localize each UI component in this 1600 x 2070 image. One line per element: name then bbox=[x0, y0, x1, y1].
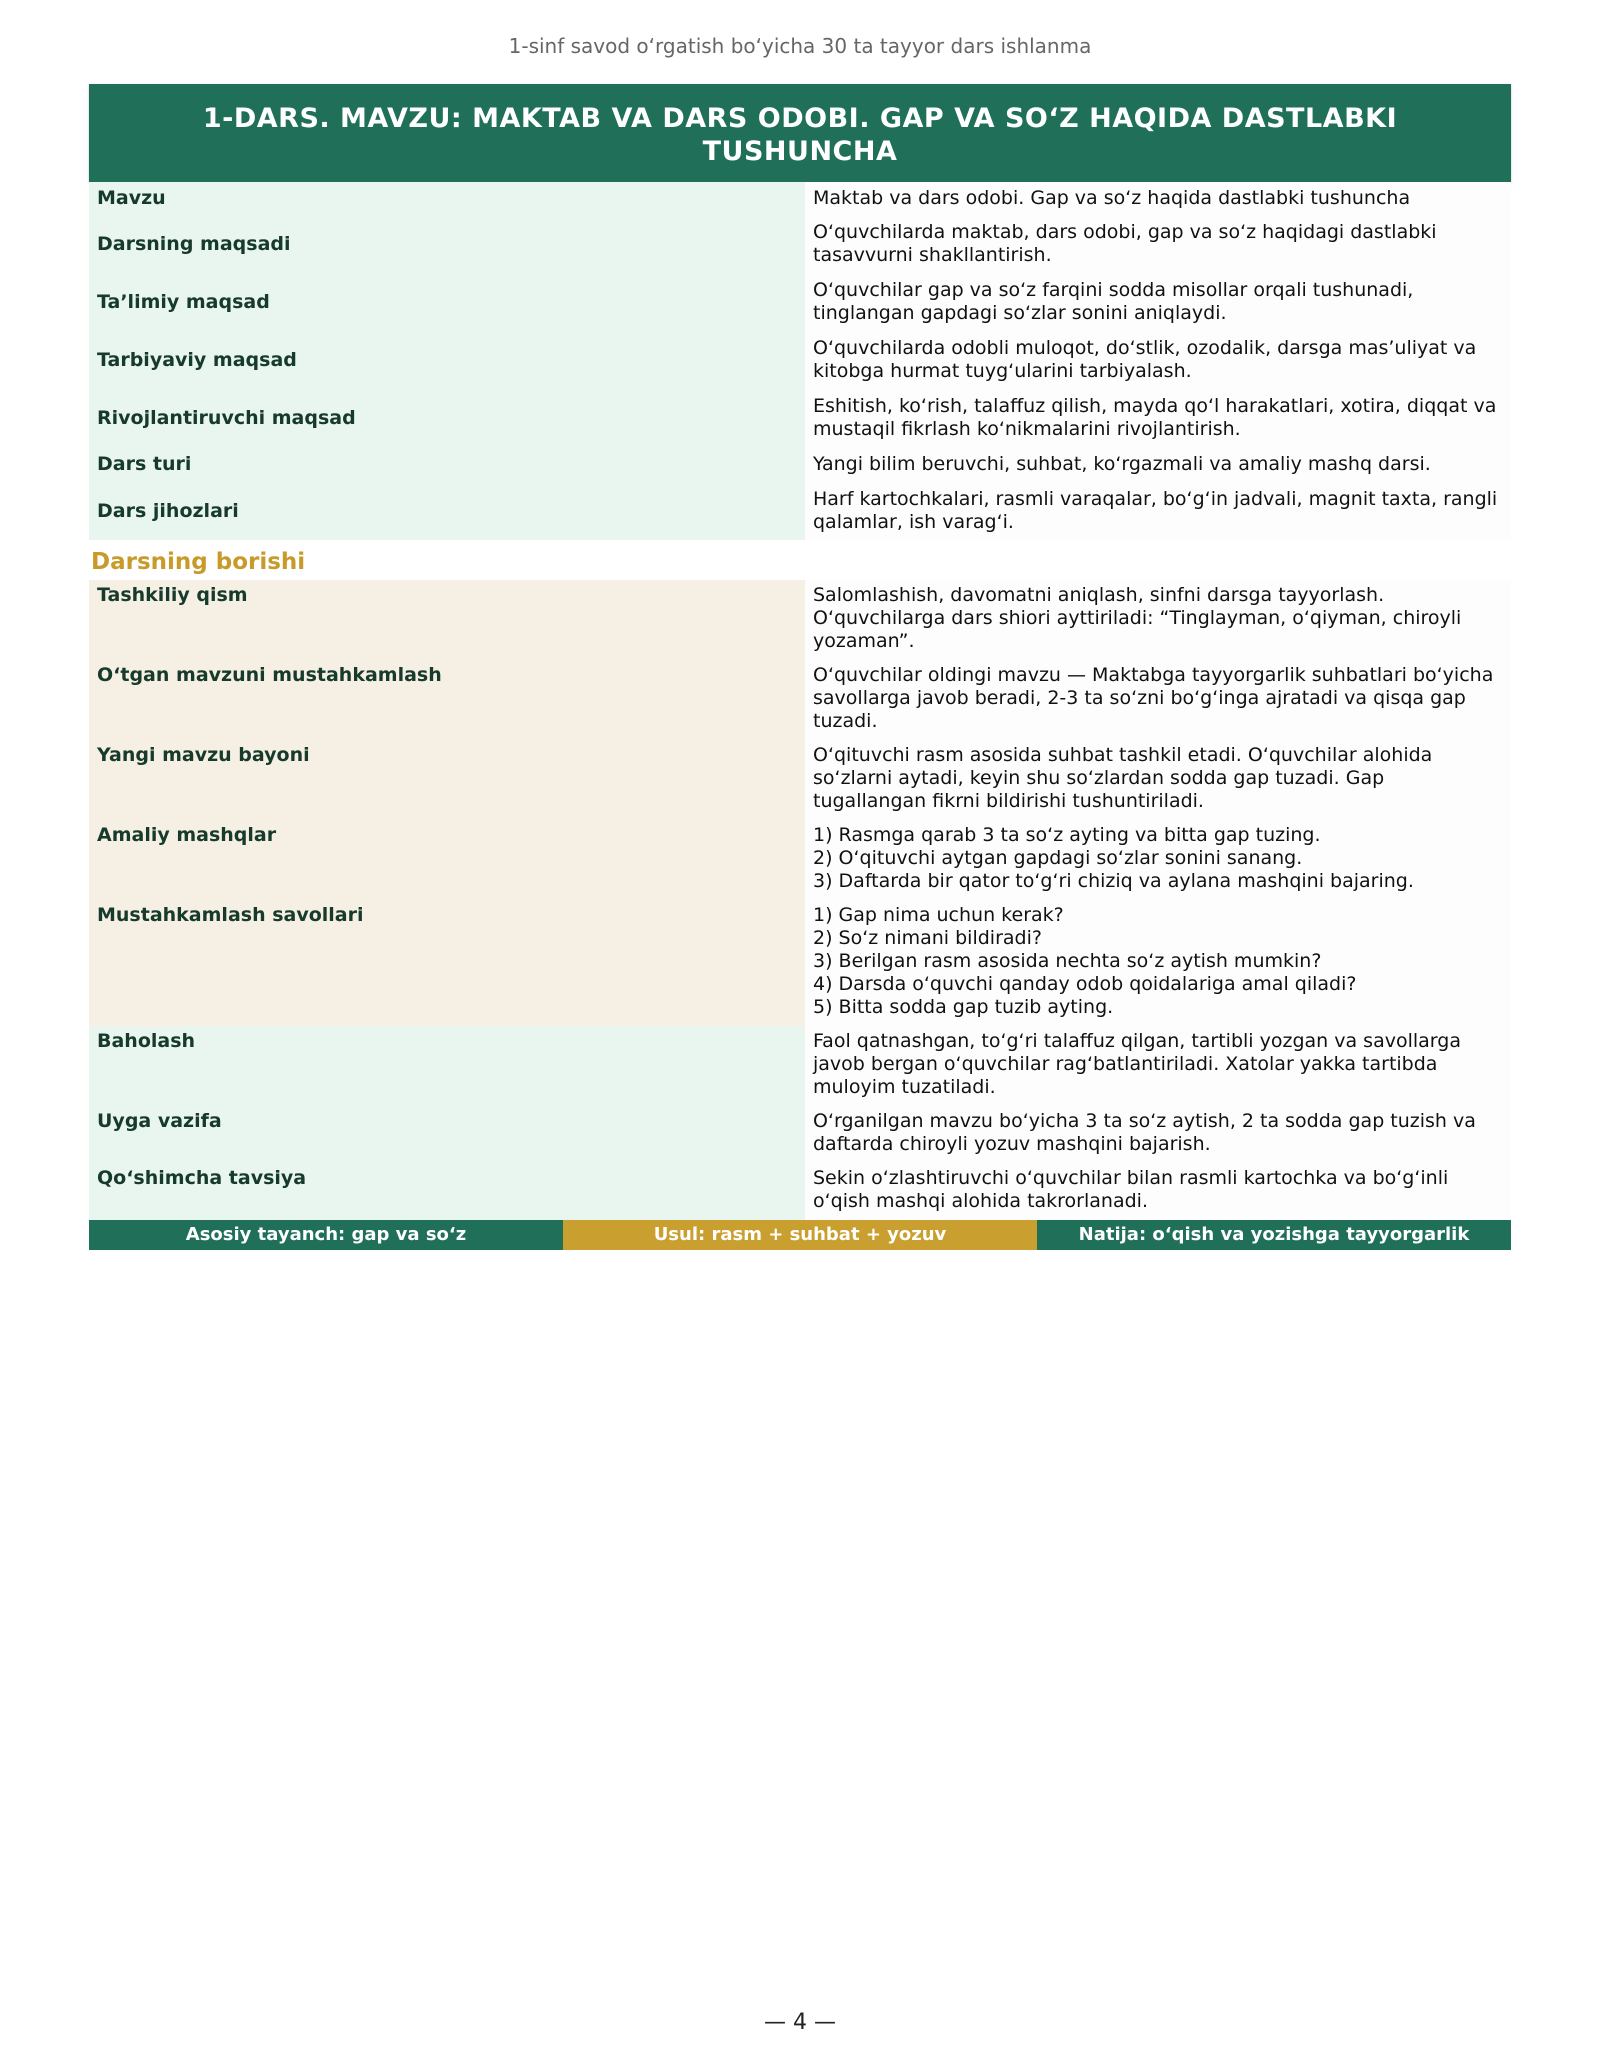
process-row-exercises bbox=[89, 820, 1511, 900]
process-row-extra-tip bbox=[89, 1163, 1511, 1220]
summary-basis: Asosiy tayanch: gap va so‘z bbox=[89, 1220, 563, 1250]
info-key: Mavzu bbox=[89, 182, 805, 215]
info-value: O‘quvchilarda odobli muloqot, do‘stlik, ozodalik, darsga mas’uliyat va kitobga hurmat tuyg‘ularini tarbiyalash. bbox=[805, 331, 1511, 389]
process-line: Faol qatnashgan, to‘g‘ri talaffuz qilgan, tartibli yozgan va savollarga javob bergan o‘quvchilar rag‘batlantiriladi. Xatolar yakka tartibda muloyim tuzatiladi. bbox=[813, 1030, 1461, 1098]
info-key: Darsning maqsadi bbox=[89, 215, 805, 273]
process-key: Yangi mavzu bayoni bbox=[89, 740, 805, 820]
process-value bbox=[805, 660, 1511, 740]
process-line: Salomlashish, davomatni aniqlash, sinfni darsga tayyorlash. O‘quvchilarga dars shiori ayttiriladi: “Tinglayman, o‘qiyman, chiroyli yozaman”. bbox=[813, 584, 1462, 652]
info-value: Harf kartochkalari, rasmli varaqalar, bo‘g‘in jadvali, magnit taxta, rangli qalamlar, ish varag‘i. bbox=[805, 482, 1511, 540]
process-value bbox=[805, 1106, 1511, 1163]
process-line: 1) Rasmga qarab 3 ta so‘z ayting va bitta gap tuzing. bbox=[813, 824, 1321, 846]
process-line: 2) O‘qituvchi aytgan gapdagi so‘zlar sonini sanang. bbox=[813, 847, 1303, 869]
info-row-educational-goal bbox=[89, 273, 1511, 331]
lesson-sheet bbox=[89, 84, 1511, 1250]
process-line: 3) Berilgan rasm asosida nechta so‘z aytish mumkin? bbox=[813, 950, 1322, 972]
info-row-developmental-goal bbox=[89, 389, 1511, 447]
process-row-homework bbox=[89, 1106, 1511, 1163]
info-row-lesson-type bbox=[89, 447, 1511, 482]
info-key: Dars jihozlari bbox=[89, 482, 805, 540]
info-key: Rivojlantiruvchi maqsad bbox=[89, 389, 805, 447]
info-value: O‘quvchilarda maktab, dars odobi, gap va so‘z haqidagi dastlabki tasavvurni shakllantirish. bbox=[805, 215, 1511, 273]
lesson-process-table bbox=[89, 580, 1511, 1220]
process-row-new-topic bbox=[89, 740, 1511, 820]
process-row-assessment bbox=[89, 1026, 1511, 1106]
process-key: Mustahkamlash savollari bbox=[89, 900, 805, 1026]
process-line: 5) Bitta sodda gap tuzib ayting. bbox=[813, 996, 1114, 1018]
process-value bbox=[805, 740, 1511, 820]
process-key: Baholash bbox=[89, 1026, 805, 1106]
process-row-questions bbox=[89, 900, 1511, 1026]
running-header: 1-sinf savod o‘rgatish bo‘yicha 30 ta tayyor dars ishlanma bbox=[508, 34, 1092, 58]
process-row-organization bbox=[89, 580, 1511, 660]
process-line: Sekin o‘zlashtiruvchi o‘quvchilar bilan rasmli kartochka va bo‘g‘inli o‘qish mashqi alohida takrorlanadi. bbox=[813, 1167, 1449, 1212]
process-line: O‘quvchilar oldingi mavzu — Maktabga tayyorgarlik suhbatlari bo‘yicha savollarga javob beradi, 2-3 ta so‘zni bo‘g‘inga ajratadi va qisqa gap tuzadi. bbox=[813, 664, 1494, 732]
process-value bbox=[805, 1163, 1511, 1220]
info-key: Dars turi bbox=[89, 447, 805, 482]
info-value: Yangi bilim beruvchi, suhbat, ko‘rgazmali va amaliy mashq darsi. bbox=[805, 447, 1511, 482]
info-row-moral-goal bbox=[89, 331, 1511, 389]
info-value: Eshitish, ko‘rish, talaffuz qilish, mayda qo‘l harakatlari, xotira, diqqat va mustaqil fikrlash ko‘nikmalarini rivojlantirish. bbox=[805, 389, 1511, 447]
summary-method: Usul: rasm + suhbat + yozuv bbox=[563, 1220, 1037, 1250]
info-key: Tarbiyaviy maqsad bbox=[89, 331, 805, 389]
process-key: Amaliy mashqlar bbox=[89, 820, 805, 900]
lesson-title: 1-DARS. MAVZU: MAKTAB VA DARS ODOBI. GAP VA SO‘Z HAQIDA DASTLABKI TUSHUNCHA bbox=[89, 84, 1511, 182]
section-title: Darsning borishi bbox=[91, 549, 306, 575]
info-row-topic bbox=[89, 182, 1511, 215]
process-value bbox=[805, 580, 1511, 660]
info-key: Ta’limiy maqsad bbox=[89, 273, 805, 331]
summary-bar bbox=[89, 1220, 1511, 1250]
process-key: Uyga vazifa bbox=[89, 1106, 805, 1163]
info-row-goal bbox=[89, 215, 1511, 273]
info-value: Maktab va dars odobi. Gap va so‘z haqida dastlabki tushuncha bbox=[805, 182, 1511, 215]
info-row-equipment bbox=[89, 482, 1511, 540]
process-value bbox=[805, 1026, 1511, 1106]
lesson-info-table bbox=[89, 182, 1511, 540]
process-line: 4) Darsda o‘quvchi qanday odob qoidalariga amal qiladi? bbox=[813, 973, 1357, 995]
page-number: — 4 — bbox=[764, 2010, 836, 2035]
process-value bbox=[805, 820, 1511, 900]
info-value: O‘quvchilar gap va so‘z farqini sodda misollar orqali tushunadi, tinglangan gapdagi so‘zlar sonini aniqlaydi. bbox=[805, 273, 1511, 331]
process-value bbox=[805, 900, 1511, 1026]
process-line: 2) So‘z nimani bildiradi? bbox=[813, 927, 1042, 949]
process-line: O‘qituvchi rasm asosida suhbat tashkil etadi. O‘quvchilar alohida so‘zlarni aytadi, keyin shu so‘zlardan sodda gap tuzadi. Gap tugallangan fikrni bildirishi tushuntiriladi. bbox=[813, 744, 1433, 812]
process-line: 1) Gap nima uchun kerak? bbox=[813, 904, 1064, 926]
process-key: O‘tgan mavzuni mustahkamlash bbox=[89, 660, 805, 740]
process-row-review bbox=[89, 660, 1511, 740]
process-key: Tashkiliy qism bbox=[89, 580, 805, 660]
process-key: Qo‘shimcha tavsiya bbox=[89, 1163, 805, 1220]
process-line: 3) Daftarda bir qator to‘g‘ri chiziq va aylana mashqini bajaring. bbox=[813, 870, 1414, 892]
summary-result: Natija: o‘qish va yozishga tayyorgarlik bbox=[1037, 1220, 1511, 1250]
process-line: O‘rganilgan mavzu bo‘yicha 3 ta so‘z aytish, 2 ta sodda gap tuzish va daftarda chiroyli yozuv mashqini bajarish. bbox=[813, 1110, 1476, 1155]
